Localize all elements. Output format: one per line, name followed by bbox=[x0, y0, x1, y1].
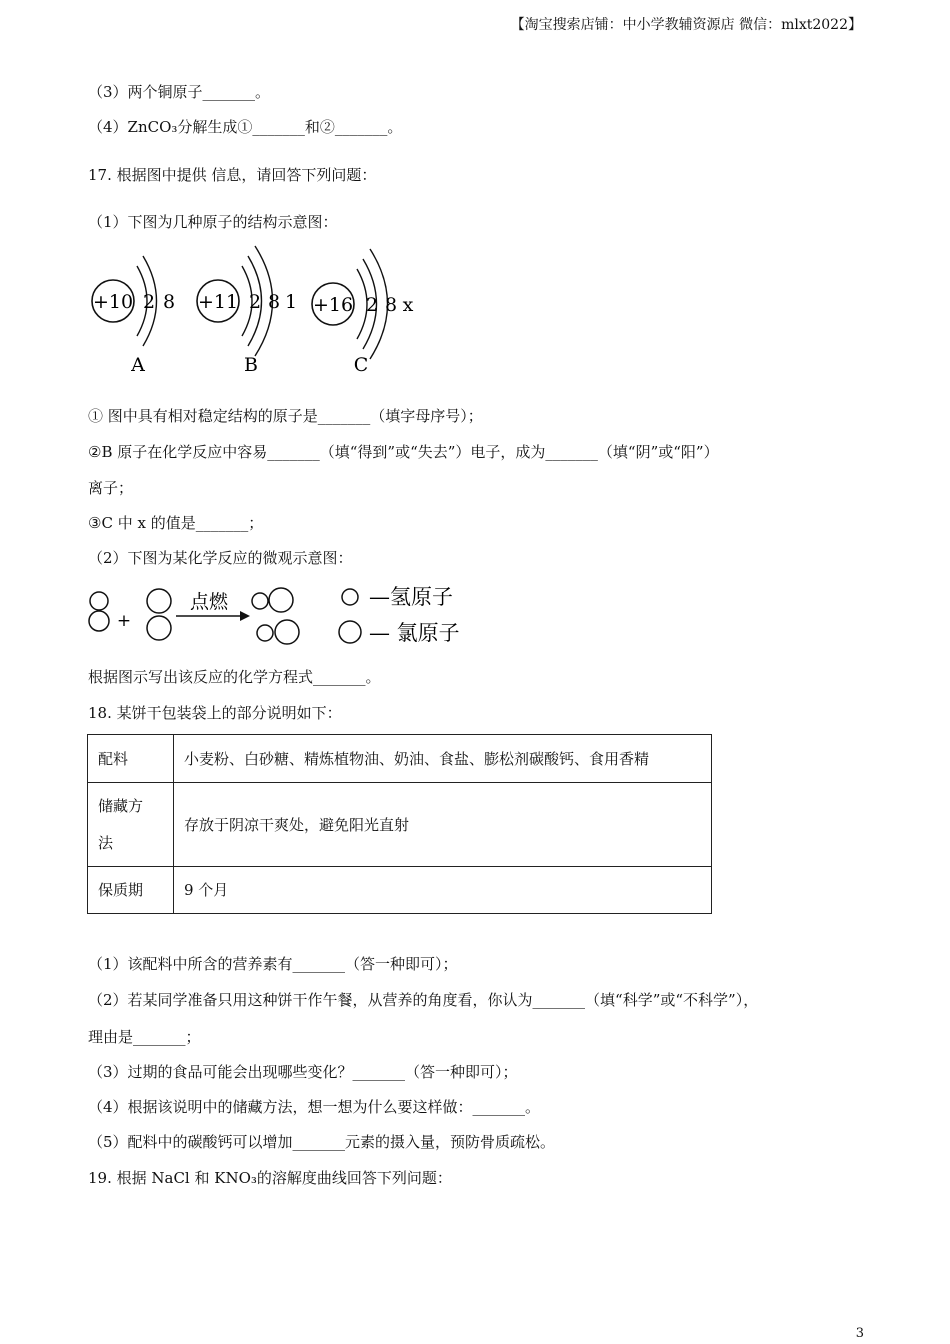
q16-item3: （3）两个铜原子_______。 bbox=[88, 83, 271, 101]
table-cell-value: 存放于阴凉干爽处，避免阳光直射 bbox=[174, 783, 712, 867]
atom-a bbox=[92, 256, 175, 376]
legend-cl bbox=[339, 621, 460, 645]
q17-sub2-cont: 离子； bbox=[88, 479, 134, 497]
cl2-molecule bbox=[147, 589, 171, 640]
legend-cl-text: — 氯原子 bbox=[369, 621, 460, 645]
atom-b-shell-1: 2 bbox=[248, 291, 262, 313]
q19-title: 19. 根据 NaCl 和 KNO₃的溶解度曲线回答下列问题： bbox=[88, 1169, 452, 1187]
q17-part2-intro: （2）下图为某化学反应的微观示意图： bbox=[88, 549, 353, 567]
q18-q4: （4）根据该说明中的储藏方法，想一想为什么要这样做：_______。 bbox=[88, 1098, 541, 1116]
q18-title: 18. 某饼干包装袋上的部分说明如下： bbox=[88, 704, 342, 722]
q18-q2: （2）若某同学准备只用这种饼干作午餐，从营养的角度看，你认为_______（填“科学”或“不科学”）， bbox=[88, 991, 759, 1009]
atom-b-nucleus: +11 bbox=[197, 291, 239, 313]
table-row bbox=[88, 867, 712, 914]
atom-b-shell-2: 8 bbox=[267, 291, 281, 313]
hcl-molecule-2 bbox=[257, 620, 299, 644]
q16-item4: （4）ZnCO₃分解生成①_______和②_______。 bbox=[88, 118, 403, 136]
atom-c-shell-3: x bbox=[402, 294, 414, 316]
reaction-condition: 点燃 bbox=[189, 591, 229, 613]
table-cell-label bbox=[88, 783, 174, 867]
q18-q1: （1）该配料中所含的营养素有_______（答一种即可）； bbox=[88, 955, 458, 973]
q18-q5: （5）配料中的碳酸钙可以增加_______元素的摄入量，预防骨质疏松。 bbox=[88, 1133, 556, 1151]
table-label-line2: 法 bbox=[98, 833, 114, 852]
q18-q2-cont: 理由是_______； bbox=[88, 1028, 201, 1046]
biscuit-info-table bbox=[87, 734, 712, 914]
table-label-line1: 储藏方 bbox=[98, 796, 144, 815]
atom-c-shell-1: 2 bbox=[365, 294, 379, 316]
shop-header: 【淘宝搜索店铺：中小学教辅资源店 微信：mlxt2022】 bbox=[510, 17, 862, 33]
atom-a-shell-2: 8 bbox=[162, 291, 176, 313]
atom-c bbox=[312, 249, 414, 376]
hcl-molecule-1 bbox=[252, 588, 293, 612]
table-cell-value: 9 个月 bbox=[174, 867, 712, 914]
reaction-diagram bbox=[84, 578, 484, 654]
table-cell-value: 小麦粉、白砂糖、精炼植物油、奶油、食盐、膨松剂碳酸钙、食用香精 bbox=[174, 735, 712, 783]
table-row bbox=[88, 783, 712, 867]
page-number: 3 bbox=[855, 1326, 864, 1341]
q17-sub2: ②B 原子在化学反应中容易_______（填“得到”或“失去”）电子，成为_______（填“阴”或“阳”） bbox=[88, 443, 719, 461]
h2-molecule bbox=[89, 592, 109, 631]
legend-h-text: —氢原子 bbox=[369, 585, 453, 609]
table-cell-label: 保质期 bbox=[88, 867, 174, 914]
table-cell-label: 配料 bbox=[88, 735, 174, 783]
legend-h bbox=[342, 585, 453, 609]
q17-sub1: ① 图中具有相对稳定结构的原子是_______（填字母序号）； bbox=[88, 407, 483, 425]
atom-a-nucleus: +10 bbox=[92, 291, 134, 313]
atom-b-label: B bbox=[244, 354, 258, 376]
atom-c-label: C bbox=[353, 354, 369, 376]
atom-b bbox=[197, 246, 297, 376]
atom-a-label: A bbox=[131, 354, 145, 376]
atom-c-shell-2: 8 bbox=[384, 294, 398, 316]
table-row bbox=[88, 735, 712, 783]
atom-structure-diagram bbox=[85, 240, 425, 380]
atom-a-shell-1: 2 bbox=[142, 291, 156, 313]
plus-sign: + bbox=[116, 611, 132, 631]
q17-title: 17. 根据图中提供 信息，请回答下列问题： bbox=[88, 166, 377, 184]
q18-q3: （3）过期的食品可能会出现哪些变化？_______（答一种即可）； bbox=[88, 1063, 518, 1081]
q17-part2-question: 根据图示写出该反应的化学方程式_______。 bbox=[88, 668, 381, 686]
q17-part1-intro: （1）下图为几种原子的结构示意图： bbox=[88, 213, 338, 231]
q17-sub3: ③C 中 x 的值是_______； bbox=[88, 514, 264, 532]
atom-b-shell-3: 1 bbox=[284, 291, 298, 313]
atom-c-nucleus: +16 bbox=[312, 294, 354, 316]
